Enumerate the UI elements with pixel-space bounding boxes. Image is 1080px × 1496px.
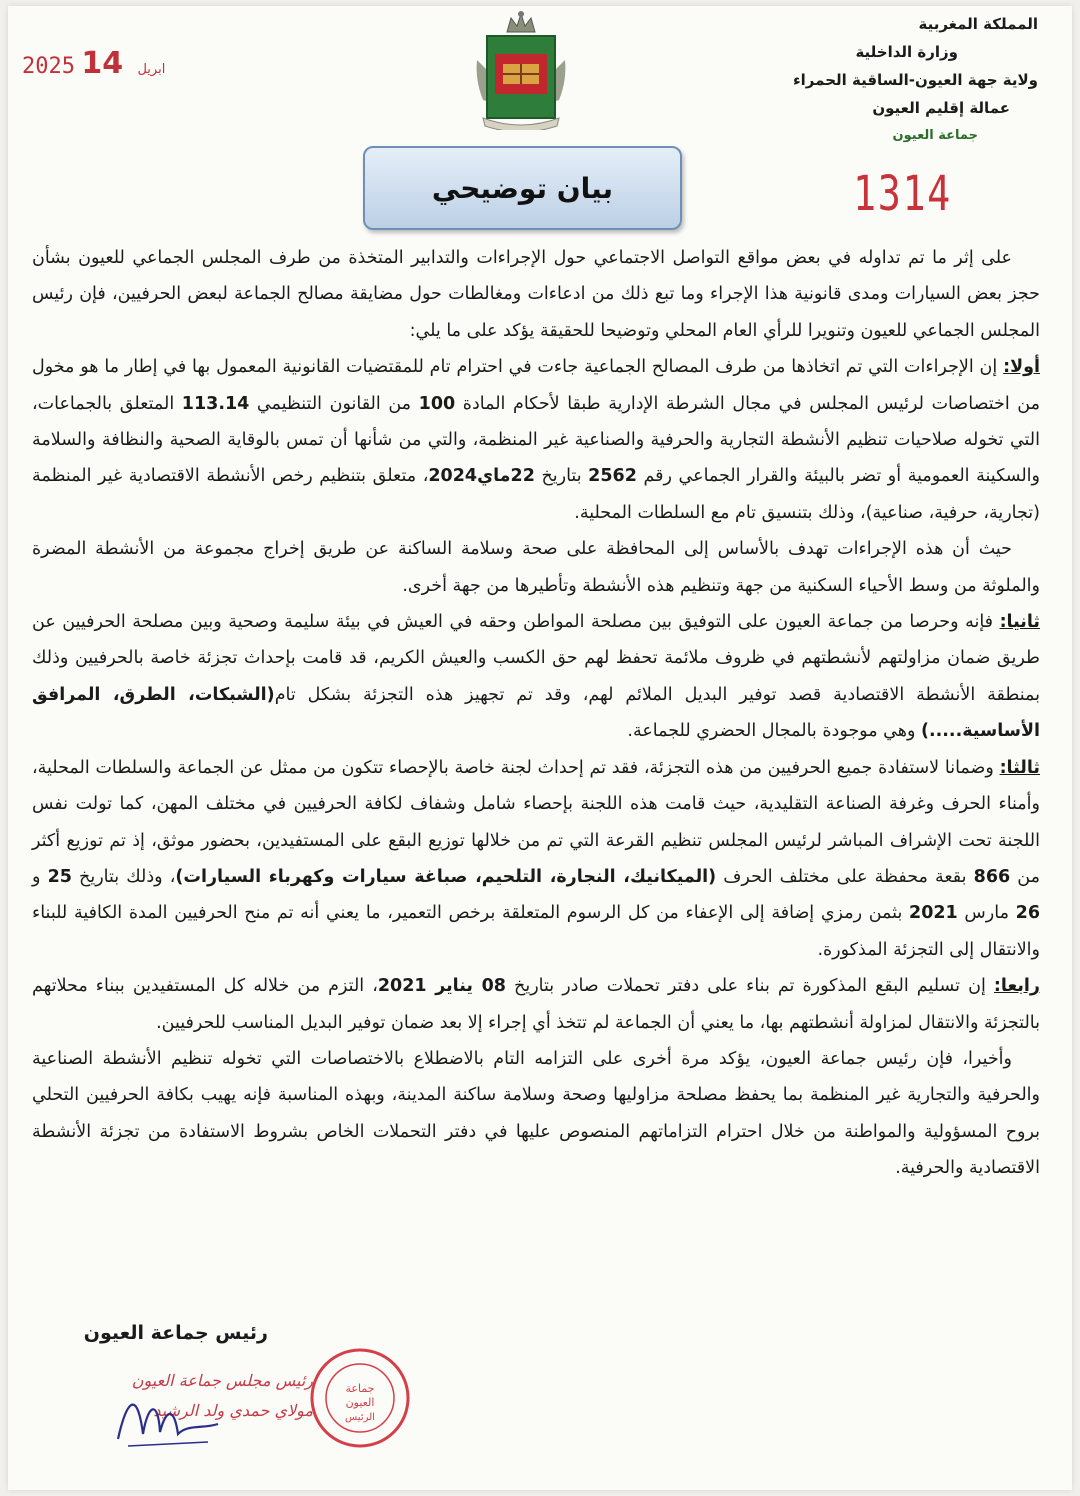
paragraph-first-continued: حيث أن هذه الإجراءات تهدف بالأساس إلى المحافظة على صحة وسلامة الساكنة عن طريق إخراج مجموعة من الأنشطة المضرة والملوثة من وسط الأحياء السكنية من جهة وتنظيم هذه الأنشطة وتأطيرها من جهة أخرى. [32,539,1040,596]
document-title: بيان توضيحي [431,171,614,205]
header-kingdom: المملكة المغربية [918,15,1038,33]
p1-text-b: من القانون التنظيمي [249,393,419,414]
p1-article-number: 100 [418,393,456,414]
p4-specifications-date: 08 يناير 2021 [377,976,506,997]
label-fourth: رابعا: [993,976,1040,997]
p1-decision-number: 2562 [588,466,637,487]
p3-day-one: 25 [47,866,72,887]
date-day: 14 [81,46,124,81]
p1-law-number: 113.14 [181,393,250,414]
header-ministry: وزارة الداخلية [855,43,958,61]
paragraph-third [32,750,1040,968]
handwritten-name: مولاي حمدي ولد الرشيد [153,1401,313,1420]
document-body [32,240,1040,1187]
p2-equipment-list: (الشبكات، الطرق، المرافق الأساسية.....) [32,684,1040,742]
closing-paragraph: وأخيرا، فإن رئيس جماعة العيون، يؤكد مرة أخرى على التزامه التام بالاضطلاع بالاختصاصات التي تخوله تنظيم الأنشطة الصناعية والحرفية والتجارية غير المنظمة بما يحفظ مصلحة مزاوليها وصحة وسلامة ساكنة المدينة، وبهذه المناسبة فإنه يهيب بكافة الحرفيين التحلي بروح المسؤولية والمواطنة من خلال احترام التزاماتهم المنصوص عليها في دفتر التحملات الخاص بشروط الاستفادة من تجزئة الأنشطة الاقتصادية والحرفية. [32,1048,1040,1179]
svg-text:جماعة: جماعة [345,1382,375,1395]
paragraph-fourth [32,968,1040,1041]
header-commune: جماعة العيون [892,128,978,143]
svg-text:العيون: العيون [345,1396,375,1409]
date-year: 2025 [22,54,75,79]
title-box [363,146,682,230]
handwritten-position: رئيس مجلس جماعة العيون [131,1371,313,1390]
p4-text-b: ، التزم من خلاله كل المستفيدين ببناء محلاتهم بالتجزئة والانتقال لمزاولة أنشطتهم بها، ما يعني أن الجماعة لم تتخذ أي إجراء إلا بعد ضمان توفير البديل المناسب للحرفيين. [32,976,1040,1033]
p1-text-e: ، متعلق بتنظيم رخص الأنشطة الاقتصادية غير المنظمة (تجارية، حرفية، صناعية)، وذلك بتنسيق تام مع السلطات المحلية. [32,466,1040,523]
p3-day-two: 26 [1015,903,1040,924]
p1-text-c: المتعلق بالجماعات، التي تخوله صلاحيات تنظيم الأنشطة التجارية والحرفية والصناعية غير المنظمة، والتي من شأنها أن تمس بالوقاية الصحية والنظافة والسلامة والسكينة العمومية أو تضر بالبيئة والقرار الجماعي رقم [32,393,1040,487]
coat-of-arms-icon [473,10,569,130]
p1-text-a: إن الإجراءات التي تم اتخاذها من طرف المصالح الجماعية جاءت في احترام تام للمقتضيات القانونية المعمول بها في إطار ما هو مخول من اختصاصات لرئيس المجلس في مجال الشرطة الإدارية طبقا لأحكام المادة [32,357,1041,414]
administrative-header [778,10,1038,150]
p3-year: 2021 [909,903,958,924]
p3-text-e: و [32,866,48,887]
p3-plots-count: 866 [973,866,1011,887]
label-first: أولا: [1003,357,1040,378]
date-month: ابريل [137,62,166,77]
label-second: ثانيا: [999,612,1040,633]
p2-text-c: وهي موجودة بالمجال الحضري للجماعة. [627,721,921,742]
p3-text-d: ، وذلك بتاريخ [71,866,176,887]
p3-trades-list: (الميكانيك، النجارة، التلحيم، صباغة سيارات وكهرباء السيارات) [175,866,717,887]
p3-text-a: وضمانا لاستفادة جميع الحرفيين من هذه التجزئة، فقد تم إحداث لجنة خاصة بالإحصاء تتكون من ممثل عن الجماعة والسلطات المحلية، وأمناء الحرف وغرفة الصناعة التقليدية، حيث قامت هذه اللجنة بإحصاء شامل وشفاف لكافة الحرفيين في مختلف المهن، كما تولت نفس اللجنة تحت الإشراف المباشر لرئيس المجلس تنظيم القرعة التي تم من خلالها توزيع البقع على المستفيدين، بحضور موثق، إذ تم توزيع أكثر من [32,757,1041,887]
p3-text-b: بقعة محفظة على مختلف الحرف [716,866,974,887]
signature-icon [108,1384,228,1454]
label-third: ثالثا: [999,757,1040,778]
p4-text-a: إن تسليم البقع المذكورة تم بناء على دفتر تحملات صادر بتاريخ [505,976,994,997]
letter-page [8,6,1072,1490]
paragraph-first [32,349,1040,531]
header-prefecture: عمالة إقليم العيون [872,99,1010,117]
reference-number: 1314 [853,166,952,222]
p3-text-g: بثمن رمزي إضافة إلى الإعفاء من كل الرسوم المتعلقة برخص التعمير، ما يعني أنه تم منح الحرفيين المدة الكافية للبناء والانتقال إلى التجزئة المذكورة. [32,903,1040,960]
signatory-title: رئيس جماعة العيون [83,1322,268,1344]
p2-text-a: فإنه وحرصا من جماعة العيون على التوفيق بين مصلحة المواطن وحقه في العيش في بيئة سليمة وصحية وبين مصلحة الحرفيين عن طريق ضمان مزاولتهم لأنشطتهم في ظروف ملائمة تحفظ لهم حق الكسب والعيش الكريم، قد قامت بإحداث تجزئة خاصة بالحرفيين وذلك بمنطقة الأنشطة الاقتصادية قصد توفير البديل الملائم لهم، وقد تم تجهيز هذه التجزئة بشكل تام [32,612,1041,705]
date-stamp [22,46,173,81]
header-region: ولاية جهة العيون-الساقية الحمراء [793,71,1038,89]
p1-text-d: بتاريخ [534,466,589,487]
p3-text-f: مارس [957,903,1016,924]
paragraph-second [32,604,1040,750]
official-seal-icon [308,1346,412,1450]
intro-paragraph: على إثر ما تم تداوله في بعض مواقع التواصل الاجتماعي حول الإجراءات والتدابير المتخذة من طرف المجلس الجماعي للعيون بشأن حجز بعض السيارات ومدى قانونية هذا الإجراء وما تبع ذلك من ادعاءات ومغالطات حول مضايقة مصالح الجماعة لبعض الحرفيين، فإن رئيس المجلس الجماعي للعيون وتنويرا للرأي العام المحلي وتوضيحا للحقيقة يؤكد على ما يلي: [32,248,1040,341]
svg-text:الرئيس: الرئيس [345,1412,375,1423]
p1-decision-date: 22ماي2024 [428,466,535,487]
